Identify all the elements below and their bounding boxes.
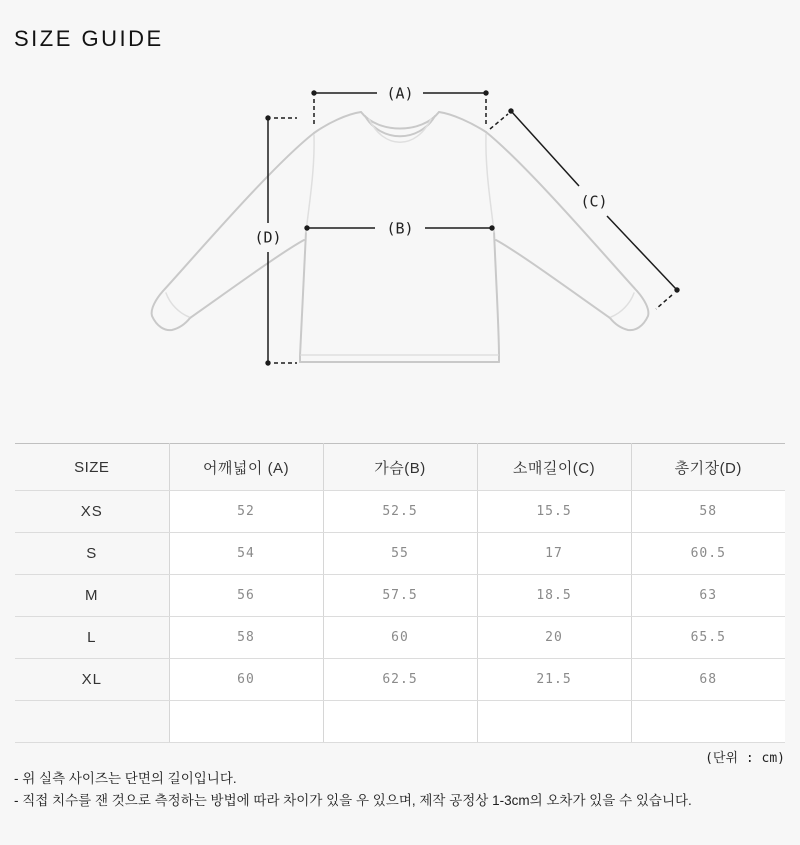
value-cell: 65.5 (631, 617, 785, 659)
unit-note: (단위 : cm) (705, 751, 785, 766)
value-cell: 21.5 (477, 659, 631, 701)
table-row (15, 575, 785, 617)
value-cell: 55 (323, 533, 477, 575)
table-row (15, 491, 785, 533)
footnote-line: - 위 실측 사이즈는 단면의 길이입니다. (14, 771, 237, 786)
footnote-line: - 직접 치수를 잰 것으로 측정하는 방법에 따라 차이가 있을 우 있으며, 제작 공정상 1-3cm의 오차가 있을 수 있습니다. (14, 793, 692, 808)
header-size: SIZE (15, 444, 169, 491)
value-cell: 57.5 (323, 575, 477, 617)
label-d: (D) (254, 228, 282, 247)
value-cell: 63 (631, 575, 785, 617)
size-label (15, 701, 169, 743)
header-length: 총기장(D) (631, 444, 785, 491)
table-row (15, 617, 785, 659)
value-cell: 15.5 (477, 491, 631, 533)
value-cell: 17 (477, 533, 631, 575)
size-label: L (15, 617, 169, 659)
value-cell (631, 701, 785, 743)
label-a: (A) (386, 84, 414, 103)
size-label: S (15, 533, 169, 575)
label-b: (B) (386, 219, 414, 238)
value-cell: 18.5 (477, 575, 631, 617)
value-cell: 60 (323, 617, 477, 659)
value-cell: 68 (631, 659, 785, 701)
value-cell: 54 (169, 533, 323, 575)
table-row (15, 533, 785, 575)
value-cell: 60.5 (631, 533, 785, 575)
value-cell (323, 701, 477, 743)
size-label: XS (15, 491, 169, 533)
header-sleeve: 소매길이(C) (477, 444, 631, 491)
value-cell: 58 (169, 617, 323, 659)
footnotes (14, 768, 794, 812)
size-label: M (15, 575, 169, 617)
header-chest: 가슴(B) (323, 444, 477, 491)
header-shoulder: 어깨넓이 (A) (169, 444, 323, 491)
value-cell: 52.5 (323, 491, 477, 533)
value-cell: 52 (169, 491, 323, 533)
size-table-header-row (15, 444, 785, 491)
value-cell: 60 (169, 659, 323, 701)
garment-measurement-diagram (0, 78, 800, 404)
size-label: XL (15, 659, 169, 701)
value-cell: 58 (631, 491, 785, 533)
table-row (15, 659, 785, 701)
value-cell (169, 701, 323, 743)
value-cell: 56 (169, 575, 323, 617)
size-table (15, 443, 785, 743)
table-row-empty (15, 701, 785, 743)
value-cell: 20 (477, 617, 631, 659)
value-cell (477, 701, 631, 743)
page-title: SIZE GUIDE (14, 26, 164, 51)
value-cell: 62.5 (323, 659, 477, 701)
label-c: (C) (580, 192, 608, 211)
